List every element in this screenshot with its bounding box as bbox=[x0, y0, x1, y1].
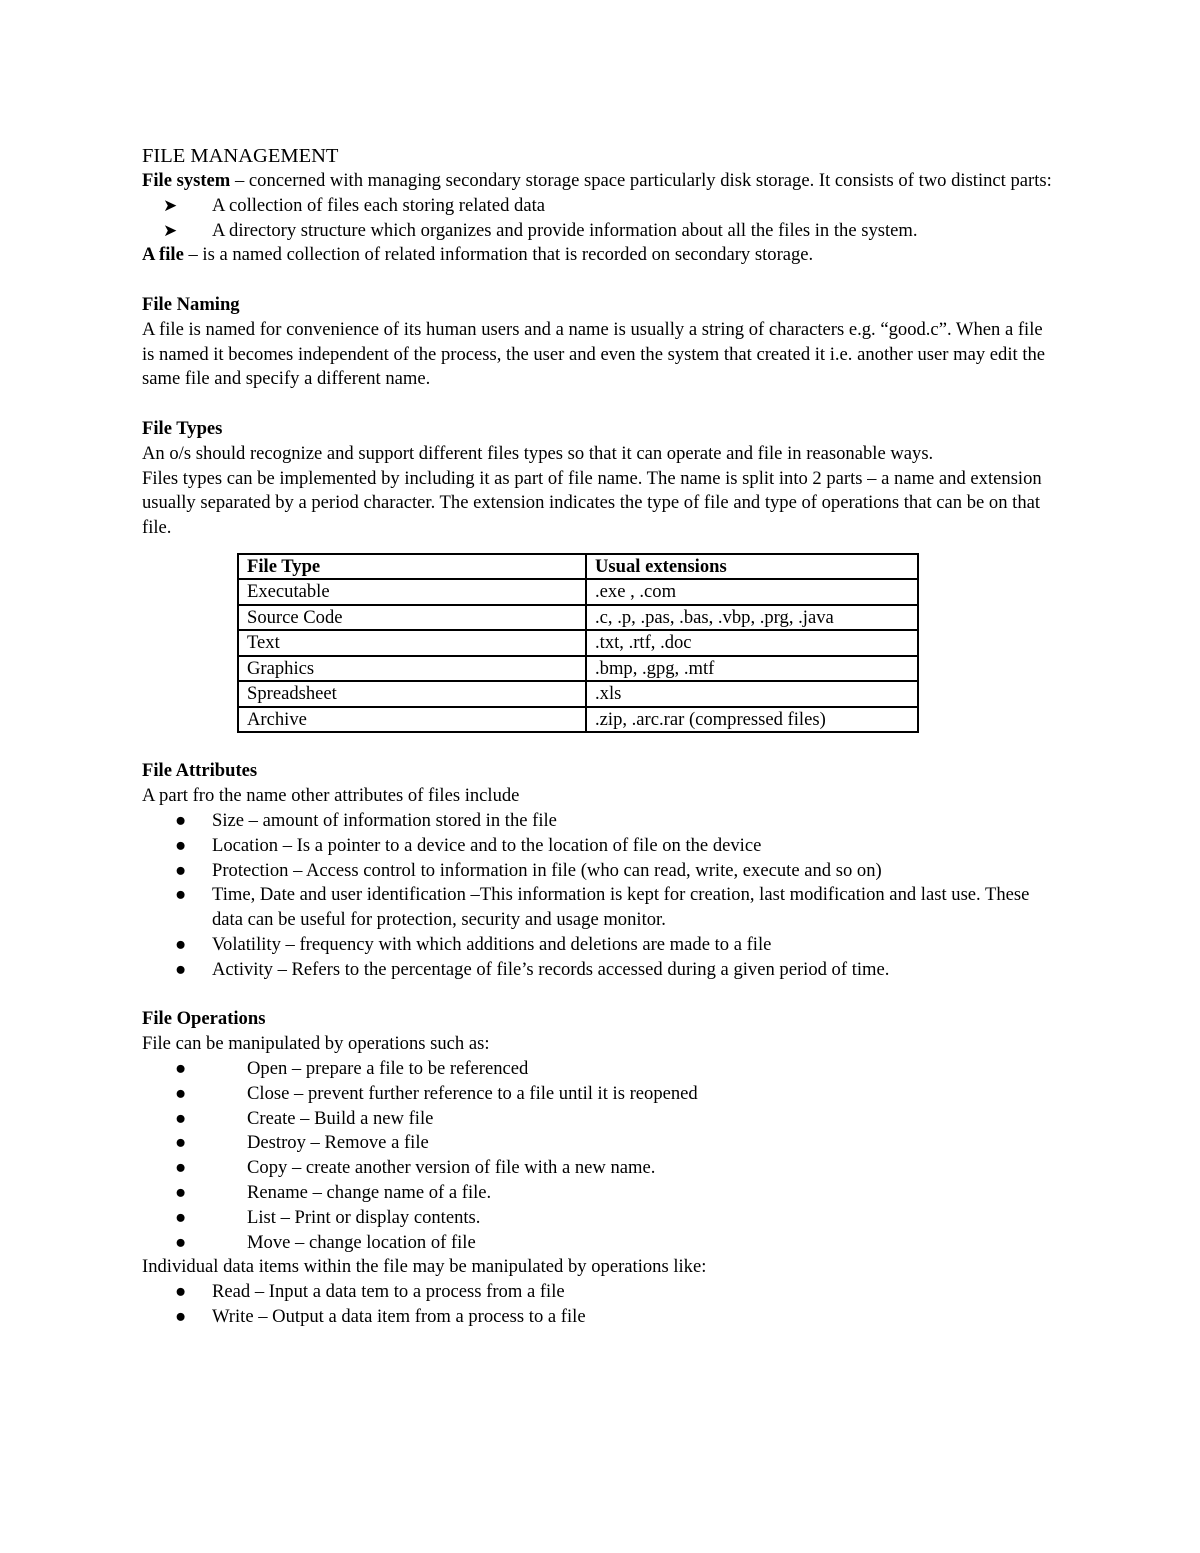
list-item-text: Create – Build a new file bbox=[247, 1107, 434, 1129]
page-title: FILE MANAGEMENT bbox=[142, 145, 339, 167]
table-cell: .bmp, .gpg, .mtf bbox=[586, 656, 918, 682]
table-cell: Archive bbox=[238, 707, 586, 733]
bullet-icon: ● bbox=[175, 1206, 187, 1228]
list-item bbox=[142, 1280, 1052, 1305]
list-item-text: Activity – Refers to the percentage of file’s records accessed during a given period of time. bbox=[212, 958, 890, 980]
file-types-paragraph-1: An o/s should recognize and support different files types so that it can operate and file in reasonable ways. bbox=[142, 442, 934, 464]
file-operations-heading bbox=[142, 1007, 1052, 1032]
file-definition-text: – is a named collection of related information that is recorded on secondary storage. bbox=[183, 244, 814, 266]
data-operations-list bbox=[142, 1280, 1052, 1330]
list-item bbox=[142, 1057, 1052, 1082]
table-row bbox=[238, 605, 918, 631]
list-item-text: Close – prevent further reference to a file until it is reopened bbox=[247, 1082, 698, 1104]
table-cell: .exe , .com bbox=[586, 579, 918, 605]
bullet-icon: ● bbox=[175, 934, 187, 956]
table-row bbox=[238, 656, 918, 682]
list-item bbox=[142, 1082, 1052, 1107]
table-row bbox=[238, 681, 918, 707]
bullet-icon: ● bbox=[175, 1058, 187, 1080]
list-item bbox=[142, 883, 1052, 933]
bullet-icon: ● bbox=[175, 1281, 187, 1303]
bullet-icon: ● bbox=[175, 834, 187, 856]
list-item bbox=[142, 1181, 1052, 1206]
list-item bbox=[142, 194, 1052, 219]
list-item-text: Open – prepare a file to be referenced bbox=[247, 1058, 529, 1080]
bullet-icon: ● bbox=[175, 884, 187, 906]
file-system-term: File system bbox=[142, 170, 231, 191]
bullet-icon: ● bbox=[175, 1082, 187, 1104]
table-cell: .zip, .arc.rar (compressed files) bbox=[586, 707, 918, 733]
list-item bbox=[142, 958, 1052, 983]
file-attributes-list bbox=[142, 809, 1052, 983]
table-header-cell: Usual extensions bbox=[586, 554, 918, 580]
list-item-text: Destroy – Remove a file bbox=[247, 1132, 429, 1154]
table-cell: Spreadsheet bbox=[238, 681, 586, 707]
list-item bbox=[142, 1107, 1052, 1132]
table-cell: Source Code bbox=[238, 605, 586, 631]
document-page bbox=[142, 143, 1052, 1330]
list-item bbox=[142, 834, 1052, 859]
file-types-paragraph-2: Files types can be implemented by including it as part of file name. The name is split into 2 parts – a name and extension usually separated by a period character. The extension indicates the type of file and type of operations that can be on that file. bbox=[142, 467, 1042, 539]
list-item bbox=[142, 1131, 1052, 1156]
file-system-definition: – concerned with managing secondary storage space particularly disk storage. It consists of two distinct parts: bbox=[230, 170, 1052, 191]
list-item bbox=[142, 809, 1052, 834]
list-item-text: Location – Is a pointer to a device and to the location of file on the device bbox=[212, 834, 762, 856]
file-definition bbox=[142, 243, 1052, 268]
table-cell: Graphics bbox=[238, 656, 586, 682]
list-item bbox=[142, 1305, 1052, 1330]
list-item bbox=[142, 933, 1052, 958]
list-item-text: Volatility – frequency with which additions and deletions are made to a file bbox=[212, 934, 772, 956]
list-item-text: Copy – create another version of file with a new name. bbox=[247, 1157, 656, 1179]
list-item-text: A collection of files each storing related data bbox=[212, 194, 546, 216]
file-system-parts-list bbox=[142, 194, 1052, 244]
list-item bbox=[142, 1206, 1052, 1231]
list-item-text: List – Print or display contents. bbox=[247, 1206, 481, 1228]
heading-text: File Attributes bbox=[142, 760, 258, 782]
list-item-text: Protection – Access control to information in file (who can read, write, execute and so on) bbox=[212, 859, 882, 881]
file-term: A file bbox=[142, 244, 184, 266]
table-cell: Executable bbox=[238, 579, 586, 605]
list-item-text: Rename – change name of a file. bbox=[247, 1182, 492, 1203]
heading-text: File Types bbox=[142, 417, 223, 439]
heading-text: File Naming bbox=[142, 293, 240, 315]
table-row bbox=[238, 707, 918, 733]
list-item-text: Size – amount of information stored in the file bbox=[212, 810, 557, 832]
file-attributes-heading bbox=[142, 759, 1052, 784]
list-item-text: Read – Input a data tem to a process from a file bbox=[212, 1281, 565, 1303]
bullet-icon: ● bbox=[175, 1107, 187, 1129]
list-item bbox=[142, 1231, 1052, 1256]
arrow-bullet-icon: ➤ bbox=[163, 220, 178, 240]
bullet-icon: ● bbox=[175, 1231, 187, 1253]
file-naming-heading bbox=[142, 293, 1052, 318]
list-item bbox=[142, 1156, 1052, 1181]
file-naming-paragraph: A file is named for convenience of its human users and a name is usually a string of characters e.g. “good.c”. When a file is named it becomes independent of the process, the user and even the system that created it i.e. another user may edit the same file and specify a different name. bbox=[142, 318, 1046, 390]
data-operations-intro: Individual data items within the file may be manipulated by operations like: bbox=[142, 1256, 707, 1278]
table-cell: .c, .p, .pas, .bas, .vbp, .prg, .java bbox=[586, 605, 918, 631]
bullet-icon: ● bbox=[175, 859, 187, 881]
arrow-bullet-icon: ➤ bbox=[163, 195, 178, 215]
bullet-icon: ● bbox=[175, 1132, 187, 1154]
file-attributes-intro: A part fro the name other attributes of files include bbox=[142, 785, 520, 807]
table-header-row bbox=[238, 554, 918, 580]
bullet-icon: ● bbox=[175, 1305, 187, 1327]
table-cell: .txt, .rtf, .doc bbox=[586, 630, 918, 656]
table-row bbox=[238, 630, 918, 656]
bullet-icon: ● bbox=[175, 1182, 187, 1203]
list-item-text: Move – change location of file bbox=[247, 1231, 476, 1253]
list-item bbox=[142, 859, 1052, 884]
list-item-text: Time, Date and user identification –This information is kept for creation, last modification and last use. These data can be useful for protection, security and usage monitor. bbox=[212, 884, 1030, 931]
list-item-text: A directory structure which organizes and provide information about all the files in the system. bbox=[212, 219, 918, 241]
bullet-icon: ● bbox=[175, 810, 187, 832]
file-operations-intro: File can be manipulated by operations such as: bbox=[142, 1033, 490, 1055]
heading-text: File Operations bbox=[142, 1008, 266, 1030]
list-item-text: Write – Output a data item from a process to a file bbox=[212, 1305, 586, 1327]
file-operations-list bbox=[142, 1057, 1052, 1255]
list-item bbox=[142, 219, 1052, 244]
table-row bbox=[238, 579, 918, 605]
table-header-cell: File Type bbox=[238, 554, 586, 580]
bullet-icon: ● bbox=[175, 1157, 187, 1179]
table-cell: .xls bbox=[586, 681, 918, 707]
file-types-table bbox=[237, 553, 919, 734]
bullet-icon: ● bbox=[175, 958, 187, 980]
table-cell: Text bbox=[238, 630, 586, 656]
intro-paragraph bbox=[142, 169, 1052, 194]
file-types-heading bbox=[142, 417, 1052, 442]
